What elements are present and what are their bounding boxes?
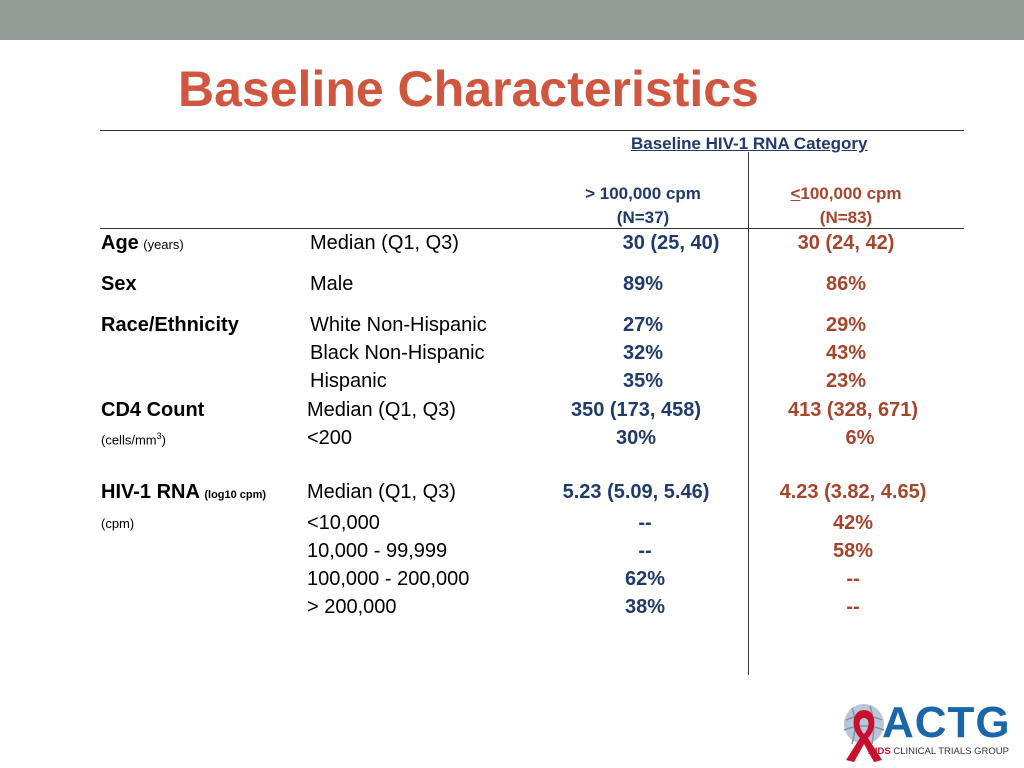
group-header: Baseline HIV-1 RNA Category	[631, 134, 868, 153]
category-cell: Median (Q1, Q3)	[307, 481, 456, 503]
value-cell-col2: 43%	[825, 342, 867, 364]
category-cell: Hispanic	[310, 370, 387, 392]
value-cell-col2: --	[846, 596, 860, 618]
category-cell: White Non-Hispanic	[310, 314, 487, 336]
value-cell-col1: --	[638, 540, 652, 562]
category-cell: <10,000	[307, 512, 380, 534]
value-cell-col1: 30 (25, 40)	[622, 232, 720, 254]
less-or-equal-symbol: <	[790, 184, 801, 203]
value-cell-col2: 30 (24, 42)	[797, 232, 895, 254]
category-cell: 10,000 - 99,999	[307, 540, 448, 562]
logo-tagline: AIDS CLINICAL TRIALS GROUP	[868, 746, 1009, 757]
value-cell-col2: 58%	[832, 540, 874, 562]
col1-header: > 100,000 cpm	[585, 184, 701, 203]
category-cell: Black Non-Hispanic	[310, 342, 485, 364]
category-cell: 100,000 - 200,000	[307, 568, 470, 590]
value-cell-col1: 30%	[615, 427, 657, 449]
col1-n: (N=37)	[616, 208, 670, 227]
value-cell-col1: 35%	[622, 370, 664, 392]
value-cell-col2: 86%	[825, 273, 867, 295]
category-cell: <200	[307, 427, 353, 449]
top-banner	[0, 0, 1024, 40]
row-label-race: Race/Ethnicity	[101, 314, 239, 336]
value-cell-col2: 4.23 (3.82, 4.65)	[779, 481, 927, 503]
actg-logo	[838, 700, 1010, 764]
row-label-cd4: CD4 Count	[101, 399, 205, 421]
value-cell-col1: 27%	[622, 314, 664, 336]
category-cell: Male	[310, 273, 354, 295]
value-cell-col1: 62%	[624, 568, 666, 590]
category-cell: Median (Q1, Q3)	[307, 399, 456, 421]
value-cell-col1: 350 (173, 458)	[570, 399, 702, 421]
value-cell-col1: 89%	[622, 273, 664, 295]
value-cell-col1: --	[638, 512, 652, 534]
row-label-sex: Sex	[101, 273, 137, 295]
logo-wordmark: ACTG	[882, 698, 1011, 747]
col2-n: (N=83)	[819, 208, 873, 227]
value-cell-col2: --	[846, 568, 860, 590]
category-cell: Median (Q1, Q3)	[310, 232, 459, 254]
row-sublabel-hiv-rna: (cpm)	[101, 516, 135, 531]
row-label-age: Age (years)	[101, 232, 184, 254]
value-cell-col2: 6%	[845, 427, 875, 449]
value-cell-col2: 23%	[825, 370, 867, 392]
value-cell-col1: 5.23 (5.09, 5.46)	[562, 481, 710, 503]
column-divider	[748, 152, 749, 675]
row-sublabel-cd4: $(cells/mm^3)$	[101, 431, 166, 448]
slide-title: Baseline Characteristics	[178, 61, 759, 117]
value-cell-col2: 29%	[825, 314, 867, 336]
col2-header: <100,000 cpm	[790, 184, 902, 203]
table-top-rule	[100, 130, 964, 131]
value-cell-col1: 38%	[624, 596, 666, 618]
category-cell: > 200,000	[307, 596, 397, 618]
row-label-hiv-rna: HIV-1 RNA (log10 cpm)	[101, 481, 267, 503]
value-cell-col2: 413 (328, 671)	[787, 399, 919, 421]
value-cell-col2: 42%	[832, 512, 874, 534]
value-cell-col1: 32%	[622, 342, 664, 364]
